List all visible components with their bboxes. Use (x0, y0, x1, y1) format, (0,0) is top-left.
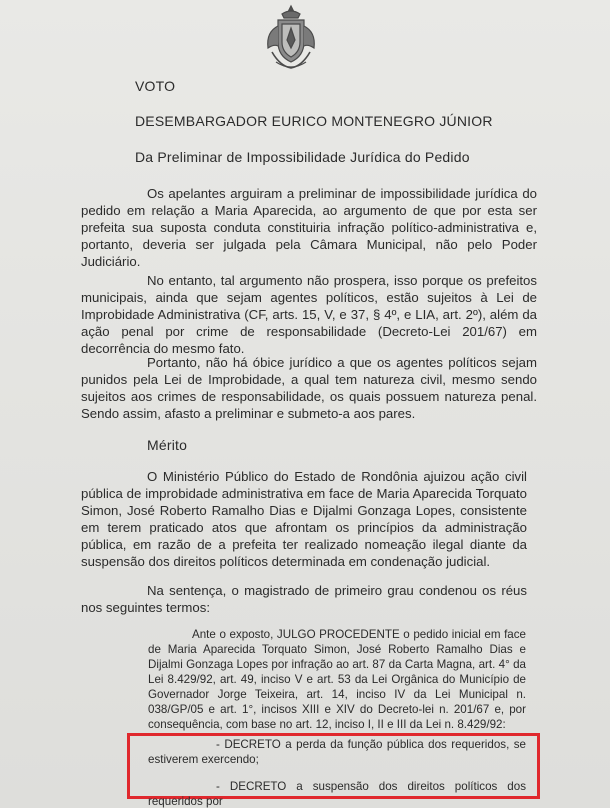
decree-list (148, 737, 526, 808)
judge-name: DESEMBARGADOR EURICO MONTENEGRO JÚNIOR (135, 113, 493, 129)
coat-of-arms-icon (260, 2, 322, 74)
paragraph-2: No entanto, tal argumento não prospera, isso porque os prefeitos municipais, ainda que sejam agentes políticos, estão sujeitos à Lei de Improbidade Administrativa (CF, arts. 15, V, e 37, § 4º, e LIA, art. 2º), além da ação penal por crime de responsabilidade (Decreto-Lei 201/67) em decorrência do mesmo fato. (81, 273, 537, 356)
paragraph-4: O Ministério Público do Estado de Rondônia ajuizou ação civil pública de improbidade administrativa em face de Maria Aparecida Torquato Simon, José Roberto Ramalho Dias e Dijalmi Gonzaga Lopes, consistente em terem praticado atos que afrontam os princípios da administração pública, em razão de a prefeita ter realizado nomeação ilegal diante da suspensão dos direitos políticos determinada em condenação judicial. (81, 469, 527, 569)
paragraph-3: Portanto, não há óbice jurídico a que os agentes políticos sejam punidos pela Lei de Improbidade, a qual tem natureza civil, mesmo sendo sujeitos aos crimes de responsabilidade, os quais possuem natureza penal. Sendo assim, afasto a preliminar e submeto-a aos pares. (81, 355, 537, 421)
sentence-quote: Ante o exposto, JULGO PROCEDENTE o pedido inicial em face de Maria Aparecida Torquato Simon, José Roberto Ramalho Dias e Dijalmi Gonzaga Lopes por infração ao art. 87 da Carta Magna, art. 4° da Lei 8.429/92, art. 49, inciso V e art. 53 da Lei Orgânica do Município de Governador Jorge Teixeira, art. 14, inciso IV da Lei Municipal n. 038/GP/05 e art. 1°, incisos XIII e XIV do Decreto-lei n. 201/67 e, por consequência, com base no art. 12, inciso I, II e III da Lei n. 8.429/92: (148, 628, 526, 731)
section-merit-title: Mérito (147, 437, 188, 453)
vote-heading: VOTO (135, 78, 176, 94)
paragraph-1: Os apelantes arguiram a preliminar de impossibilidade jurídica do pedido em relação a Maria Aparecida, ao argumento de que por esta ser prefeita sua suposta conduta constituiria infração político-administrativa e, portanto, deveria ser julgada pela Câmara Municipal, não pelo Poder Judiciário. (81, 186, 537, 269)
decree-item-1: - DECRETO a perda da função pública dos requeridos, se estiverem exercendo; (148, 738, 526, 766)
paragraph-5: Na sentença, o magistrado de primeiro grau condenou os réus nos seguintes termos: (81, 583, 527, 615)
section-preliminary-title: Da Preliminar de Impossibilidade Jurídica do Pedido (135, 149, 470, 165)
decree-item-2: - DECRETO a suspensão dos direitos políticos dos requeridos por (148, 780, 526, 808)
